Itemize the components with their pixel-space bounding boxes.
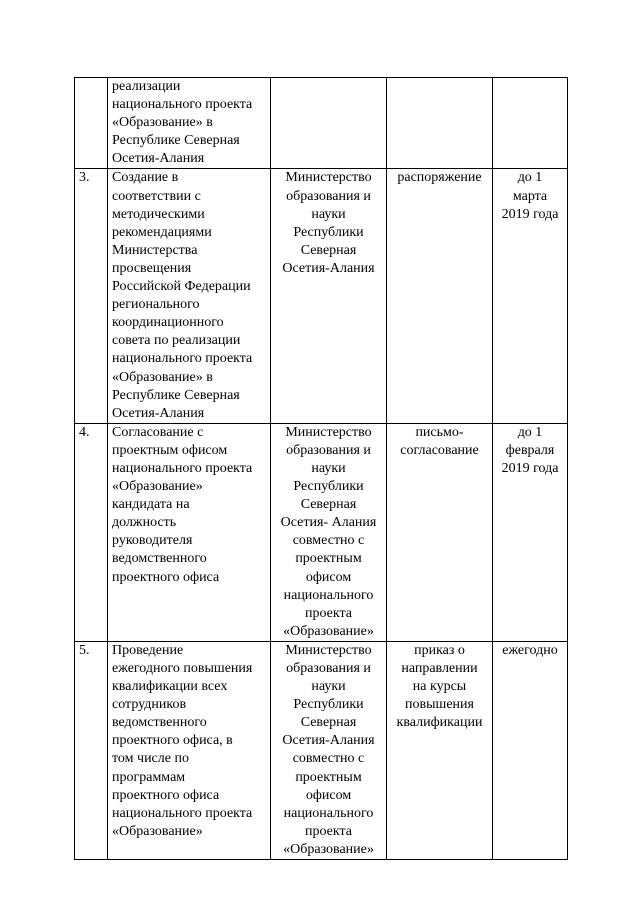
cell-text-line: проекта	[305, 823, 352, 839]
cell-text-line: науки	[311, 206, 346, 222]
deadline-cell	[493, 169, 568, 423]
cell-text-line: 2019 года	[501, 206, 559, 222]
event-cell	[108, 78, 271, 169]
measures-table	[74, 77, 568, 860]
cell-text-line: совета по реализации	[112, 333, 241, 349]
cell-text-line: Осетия-Алания	[282, 260, 375, 276]
cell-text-line: проектного офиса, в	[112, 733, 233, 749]
row-number-cell	[75, 169, 108, 423]
cell-text-line: науки	[311, 679, 346, 695]
cell-text-line: науки	[311, 460, 346, 476]
cell-text-line: письмо-	[415, 424, 464, 440]
cell-text-line: национального проекта	[112, 351, 253, 367]
cell-text-line: «Образование»	[112, 823, 203, 839]
responsible-cell	[271, 423, 387, 641]
cell-text-line: «Образование» в	[112, 369, 213, 385]
cell-text-line: совместно с	[292, 751, 365, 767]
deadline-cell	[493, 641, 568, 859]
cell-text-line: ведомственного	[112, 551, 207, 567]
deadline-cell	[493, 423, 568, 641]
cell-text-line: ведомственного	[112, 715, 207, 731]
cell-text-line: Северная	[300, 242, 357, 258]
cell-text-line: распоряжение	[397, 170, 482, 186]
cell-text-line: квалификации	[396, 715, 483, 731]
cell-text-line: образования и	[286, 442, 371, 458]
cell-text-line: повышения	[405, 697, 474, 713]
cell-text-line: методическими	[112, 206, 205, 222]
cell-text-line: Осетия-Алания	[112, 151, 205, 167]
cell-text-line: образования и	[286, 661, 371, 676]
responsible-cell	[271, 169, 387, 423]
responsible-cell	[271, 641, 387, 859]
cell-text-line: Проведение	[112, 642, 184, 658]
cell-text-line: Создание в	[112, 170, 179, 186]
cell-text-line: «Образование»	[112, 479, 203, 495]
cell-text-line: февраля	[505, 442, 555, 458]
row-number-cell	[75, 641, 108, 859]
cell-text-line: проекта	[305, 605, 352, 621]
cell-text-line: Министерство	[285, 642, 372, 658]
cell-text-line: Министерства	[112, 242, 198, 258]
cell-text-line: Республике Северная	[112, 133, 240, 149]
cell-text-line: офисом	[305, 787, 352, 803]
cell-text-line: Министерство	[285, 424, 372, 440]
cell-text-line: просвещения	[112, 260, 192, 276]
cell-text-line: соответствии с	[112, 188, 201, 204]
row-number: 4.	[79, 424, 90, 440]
cell-text-line: кандидата на	[112, 497, 190, 513]
cell-text-line: проектного офиса	[112, 569, 220, 585]
cell-text-line: «Образование»	[283, 841, 374, 857]
cell-text-line: национального проекта	[112, 460, 253, 476]
cell-text-line: Северная	[300, 497, 357, 513]
table-row	[75, 78, 568, 169]
cell-text-line: Республике Северная	[112, 387, 240, 403]
cell-text-line: регионального	[112, 297, 200, 313]
cell-text-line: национального	[283, 587, 374, 603]
table-row	[75, 169, 568, 423]
row-number-cell	[75, 423, 108, 641]
cell-text-line: на курсы	[412, 679, 467, 695]
cell-text-line: Осетия-Алания	[282, 733, 375, 749]
document-cell	[387, 423, 493, 641]
cell-text-line: квалификации всех	[112, 679, 228, 695]
cell-text-line: том числе по	[112, 751, 189, 767]
cell-text-line: направлении	[401, 661, 478, 676]
table-row	[75, 423, 568, 641]
cell-text-line: «Образование» в	[112, 115, 213, 131]
cell-text-line: марта	[512, 188, 548, 204]
cell-text-line: национального проекта	[112, 97, 253, 113]
cell-text-line: приказ о	[414, 642, 465, 658]
cell-text-line: ежегодного повышения	[112, 661, 253, 676]
cell-text-line: Республики	[293, 224, 364, 240]
cell-text-line: совместно с	[292, 533, 365, 549]
cell-text-line: сотрудников	[112, 697, 187, 713]
cell-text-line: руководителя	[112, 533, 193, 549]
cell-text-line: проектного офиса	[112, 787, 220, 803]
cell-text-line: координационного	[112, 315, 224, 331]
cell-text-line: Российской Федерации	[112, 279, 251, 295]
document-cell	[387, 78, 493, 169]
event-cell	[108, 641, 271, 859]
responsible-cell	[271, 78, 387, 169]
cell-text-line: до 1	[517, 170, 543, 186]
cell-text-line: Республики	[293, 479, 364, 495]
cell-text-line: Осетия-Алания	[112, 405, 205, 421]
event-cell	[108, 423, 271, 641]
cell-text-line: Северная	[300, 715, 357, 731]
table-row	[75, 641, 568, 859]
cell-text-line: проектным	[295, 551, 362, 567]
row-number-cell	[75, 78, 108, 169]
cell-text-line: Осетия- Алания	[280, 515, 377, 531]
table-body	[75, 78, 568, 860]
cell-text-line: офисом	[305, 569, 352, 585]
cell-text-line: до 1	[517, 424, 543, 440]
cell-text-line: реализации	[112, 79, 181, 94]
cell-text-line: Министерство	[285, 170, 372, 186]
cell-text-line: программам	[112, 769, 186, 785]
cell-text-line: «Образование»	[283, 623, 374, 639]
row-number: 5.	[79, 642, 90, 658]
document-cell	[387, 169, 493, 423]
row-number: 3.	[79, 170, 90, 186]
cell-text-line: ежегодно	[502, 642, 558, 658]
cell-text-line: национального	[283, 805, 374, 821]
cell-text-line: образования и	[286, 188, 371, 204]
cell-text-line: рекомендациями	[112, 224, 212, 240]
cell-text-line: 2019 года	[501, 460, 559, 476]
cell-text-line: Республики	[293, 697, 364, 713]
deadline-cell	[493, 78, 568, 169]
event-cell	[108, 169, 271, 423]
cell-text-line: национального проекта	[112, 805, 253, 821]
cell-text-line: проектным офисом	[112, 442, 228, 458]
cell-text-line: проектным	[295, 769, 362, 785]
cell-text-line: Согласование с	[112, 424, 204, 440]
document-cell	[387, 641, 493, 859]
cell-text-line: согласование	[400, 442, 479, 458]
cell-text-line: должность	[112, 515, 177, 531]
